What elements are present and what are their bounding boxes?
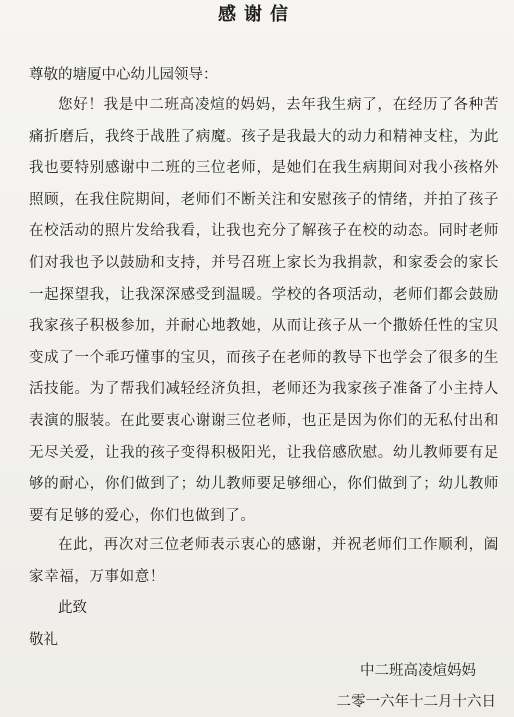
- letter-date: 二零一六年十二月十六日: [336, 694, 496, 710]
- letter-paragraph-2: 在此，再次对三位老师表示衷心的感谢，并祝老师们工作顺利，阖家幸福，万事如意！: [29, 537, 499, 585]
- letter-closing-cizhi: 此致: [58, 600, 87, 616]
- letter-salutation: 尊敬的塘厦中心幼儿园领导：: [29, 67, 218, 83]
- letter-title: 感谢信: [218, 4, 296, 25]
- letter-closing-jingli: 敬礼: [29, 632, 58, 648]
- letter-paragraph-1: 您好！我是中二班高凌煊的妈妈，去年我生病了，在经历了各种苦痛折磨后，我终于战胜了病魔。孩子是我最大的动力和精神支柱，为此我也要特别感谢中二班的三位老师，是她们在我生病期间对我小孩格外照顾，在我住院期间，老师们不断关注和安慰孩子的情绪，并拍了孩子在校活动的照片发给我看，让我也充分了解孩子在校的动态。同时老师们对我也予以鼓励和支持，并号召班上家长为我捐款，和家委会的家长一起探望我，让我深深感受到温暖。学校的各项活动，老师们都会鼓励我家孩子积极参加，并耐心地教她，从而让孩子从一个撒娇任性的宝贝变成了一个乖巧懂事的宝贝，而孩子在老师的教导下也学会了很多的生活技能。为了帮我们减轻经济负担，老师还为我家孩子准备了小主持人表演的服装。在此要衷心谢谢三位老师，也正是因为你们的无私付出和无尽关爱，让我的孩子变得积极阳光，让我倍感欣慰。幼儿教师要有足够的耐心，你们做到了；幼儿教师要足够细心，你们做到了；幼儿教师要有足够的爱心，你们也做到了。: [29, 97, 499, 524]
- letter-signature: 中二班高凌煊妈妈: [360, 663, 476, 679]
